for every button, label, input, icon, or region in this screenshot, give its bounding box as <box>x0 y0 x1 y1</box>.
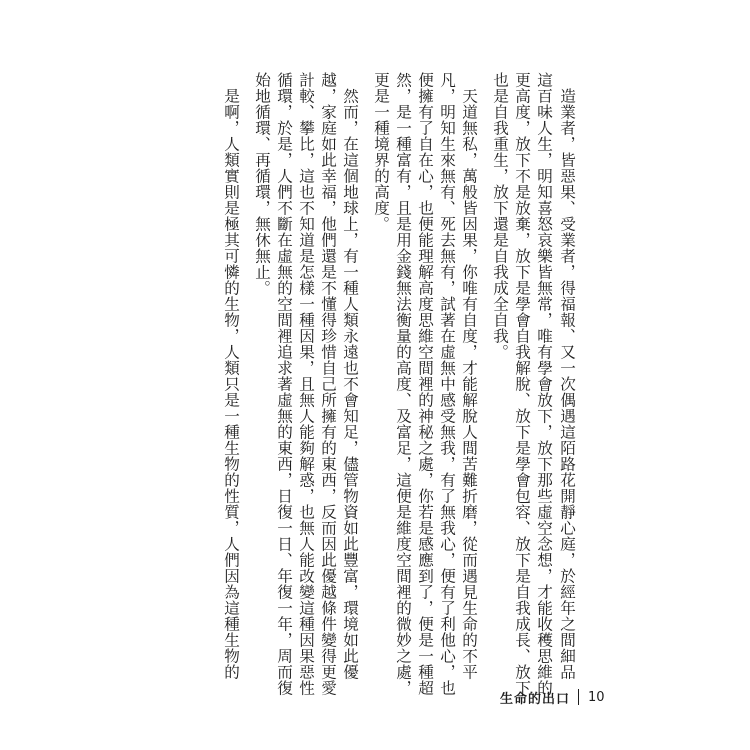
text-column: 這百味人生，明知喜怒哀樂皆無常，唯有學會放下，放下那些虛空念想，才能收穫思維的 <box>535 72 553 696</box>
text-column: 凡，明知生來無有、死去無有，試著在虛無中感受無我，有了無我心，便有了利他心，也 <box>438 72 456 696</box>
text-column: 天道無私，萬般皆因果，你唯有自度，才能解脫人間苦難折磨，從而遇見生命的不平 <box>460 72 478 680</box>
running-title: 生命的出口 <box>500 691 571 707</box>
text-column: 更高度，放下不是放棄，放下是學會自我解脫、放下是學會包容、放下是自我成長、放下 <box>513 72 531 696</box>
text-column: 是啊，人類實則是極其可憐的生物，人類只是一種生物的性質，人們因為這種生物的 <box>222 72 240 680</box>
text-column: 便擁有了自在心，也便能理解高度思維空間裡的神秘之處，你若是感應到了，便是一種超 <box>416 72 434 696</box>
text-column: 更是一種境界的高度。 <box>372 72 390 232</box>
text-column: 然，是一種富有，且是用金錢無法衡量的高度、及富足，這便是維度空間裡的微妙之處， <box>394 72 412 696</box>
text-column: 始地循環、再循環，無休無止。 <box>253 72 271 296</box>
text-column: 然而，在這個地球上，有一種人類永遠也不會知足，儘管物資如此豐富，環境如此優 <box>341 72 359 680</box>
text-column: 也是自我重生，放下還是自我成全自我。 <box>491 72 509 360</box>
text-column: 造業者，皆惡果、受業者，得福報、又一次偶遇這陌路花開靜心庭，於經年之間細品 <box>558 72 576 680</box>
text-column: 越，家庭如此幸福，他們還是不懂得珍惜自己所擁有的東西，反而因此優越條件變得更愛 <box>319 72 337 696</box>
text-column: 計較、攀比，這也不知道是怎樣一種因果，且無人能夠解惑，也無人能改變這種因果惡性 <box>297 72 315 696</box>
page-footer <box>500 686 605 708</box>
footer-divider <box>578 689 579 705</box>
page-number: 10 <box>588 689 605 705</box>
text-column: 循環，於是，人們不斷在虛無的空間裡追求著虛無的東西，日復一日、年復一年，周而復 <box>275 72 293 696</box>
